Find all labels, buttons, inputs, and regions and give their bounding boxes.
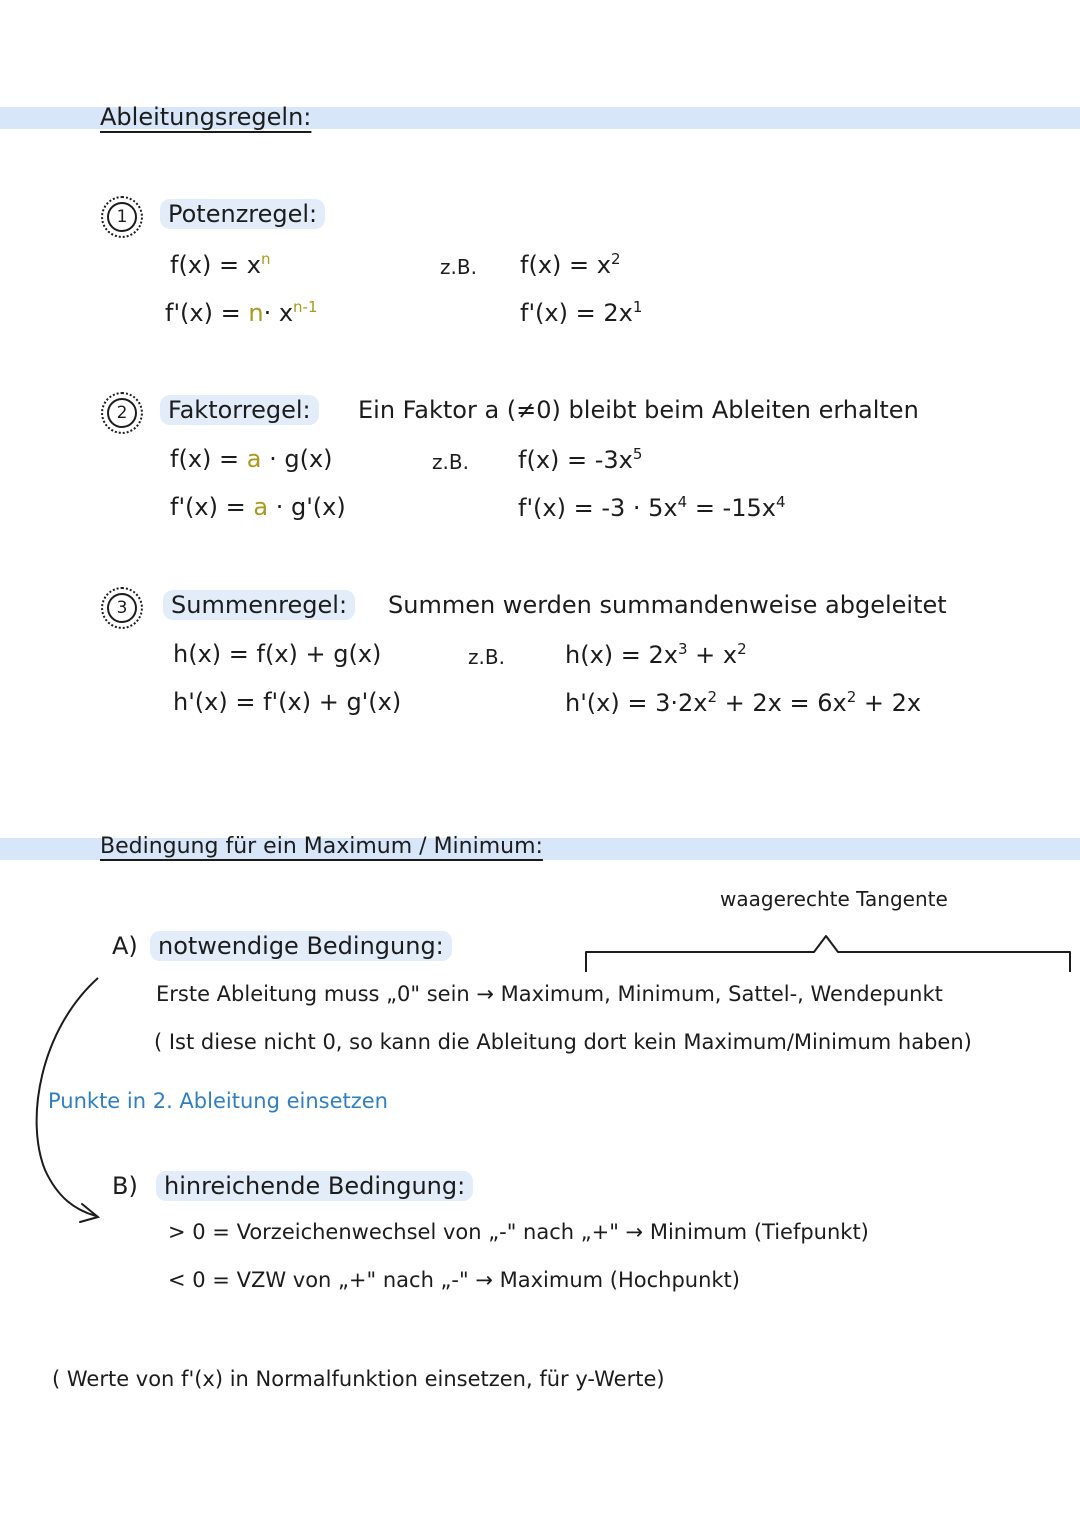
rule-label-sum: Summenregel: — [163, 591, 355, 619]
condition-b-line-1: > 0 = Vorzeichenwechsel von „-" nach „+" → Minimum (Tiefpunkt) — [168, 1220, 869, 1244]
power-rule-zb: z.B. — [440, 255, 477, 279]
condition-b-label: hinreichende Bedingung: — [156, 1172, 473, 1200]
factor-example-fprime: $f'(x) = -3 \cdot 5x^4 = -15x^4$ — [518, 493, 786, 522]
condition-a-letter: A) — [112, 932, 138, 960]
section-title-max-min: Bedingung für ein Maximum / Minimum: — [100, 834, 543, 859]
condition-a-line-1: Erste Ableitung muss „0" sein → Maximum, Minimum, Sattel-, Wendepunkt — [156, 982, 943, 1006]
sum-rule-description: Summen werden summandenweise abgeleitet — [388, 591, 947, 619]
factor-example-f: $f(x) = -3x^5$ — [518, 445, 643, 474]
footer-note: ( Werte von f'(x) in Normalfunktion einsetzen, für y-Werte) — [52, 1367, 665, 1391]
factor-rule-zb: z.B. — [432, 450, 469, 474]
condition-a-label: notwendige Bedingung: — [150, 932, 452, 960]
condition-b-line-2: < 0 = VZW von „+" nach „-" → Maximum (Hochpunkt) — [168, 1268, 740, 1292]
sum-rule-h: h(x) = f(x) + g(x) — [173, 640, 382, 668]
sum-rule-hprime: h'(x) = f'(x) + g'(x) — [173, 688, 402, 716]
power-rule-f: $f(x) = x^n$ — [170, 250, 271, 279]
rule-number-3: 3 — [107, 593, 137, 623]
rule-number-1: 1 — [107, 202, 137, 232]
rule-label-power: Potenzregel: — [160, 200, 325, 228]
power-rule-fprime: $f'(x) = n\cdot x^{n-1}$ — [165, 298, 318, 327]
condition-a-line-2: ( Ist diese nicht 0, so kann die Ableitung dort kein Maximum/Minimum haben) — [154, 1030, 972, 1054]
tangent-label: waagerechte Tangente — [720, 887, 948, 911]
factor-rule-fprime: f'(x) = a · g'(x) — [170, 493, 346, 521]
rule-label-factor: Faktorregel: — [160, 396, 319, 424]
power-example-fprime: $f'(x) = 2x^1$ — [520, 298, 643, 327]
factor-rule-f: f(x) = a · g(x) — [170, 445, 333, 473]
power-example-f: $f(x) = x^2$ — [520, 250, 621, 279]
factor-rule-description: Ein Faktor a (≠0) bleibt beim Ableiten erhalten — [358, 396, 919, 424]
section-title-derivative-rules: Ableitungsregeln: — [100, 103, 312, 131]
sum-example-h: $h(x) = 2x^3 + x^2$ — [565, 640, 747, 669]
tangent-bracket — [580, 928, 1080, 976]
note-second-derivative: Punkte in 2. Ableitung einsetzen — [48, 1089, 388, 1113]
sum-rule-zb: z.B. — [468, 645, 505, 669]
sum-example-hprime: $h'(x) = 3\cdot 2x^2 + 2x = 6x^2 + 2x$ — [565, 688, 922, 717]
rule-number-2: 2 — [107, 398, 137, 428]
condition-b-letter: B) — [112, 1172, 138, 1200]
